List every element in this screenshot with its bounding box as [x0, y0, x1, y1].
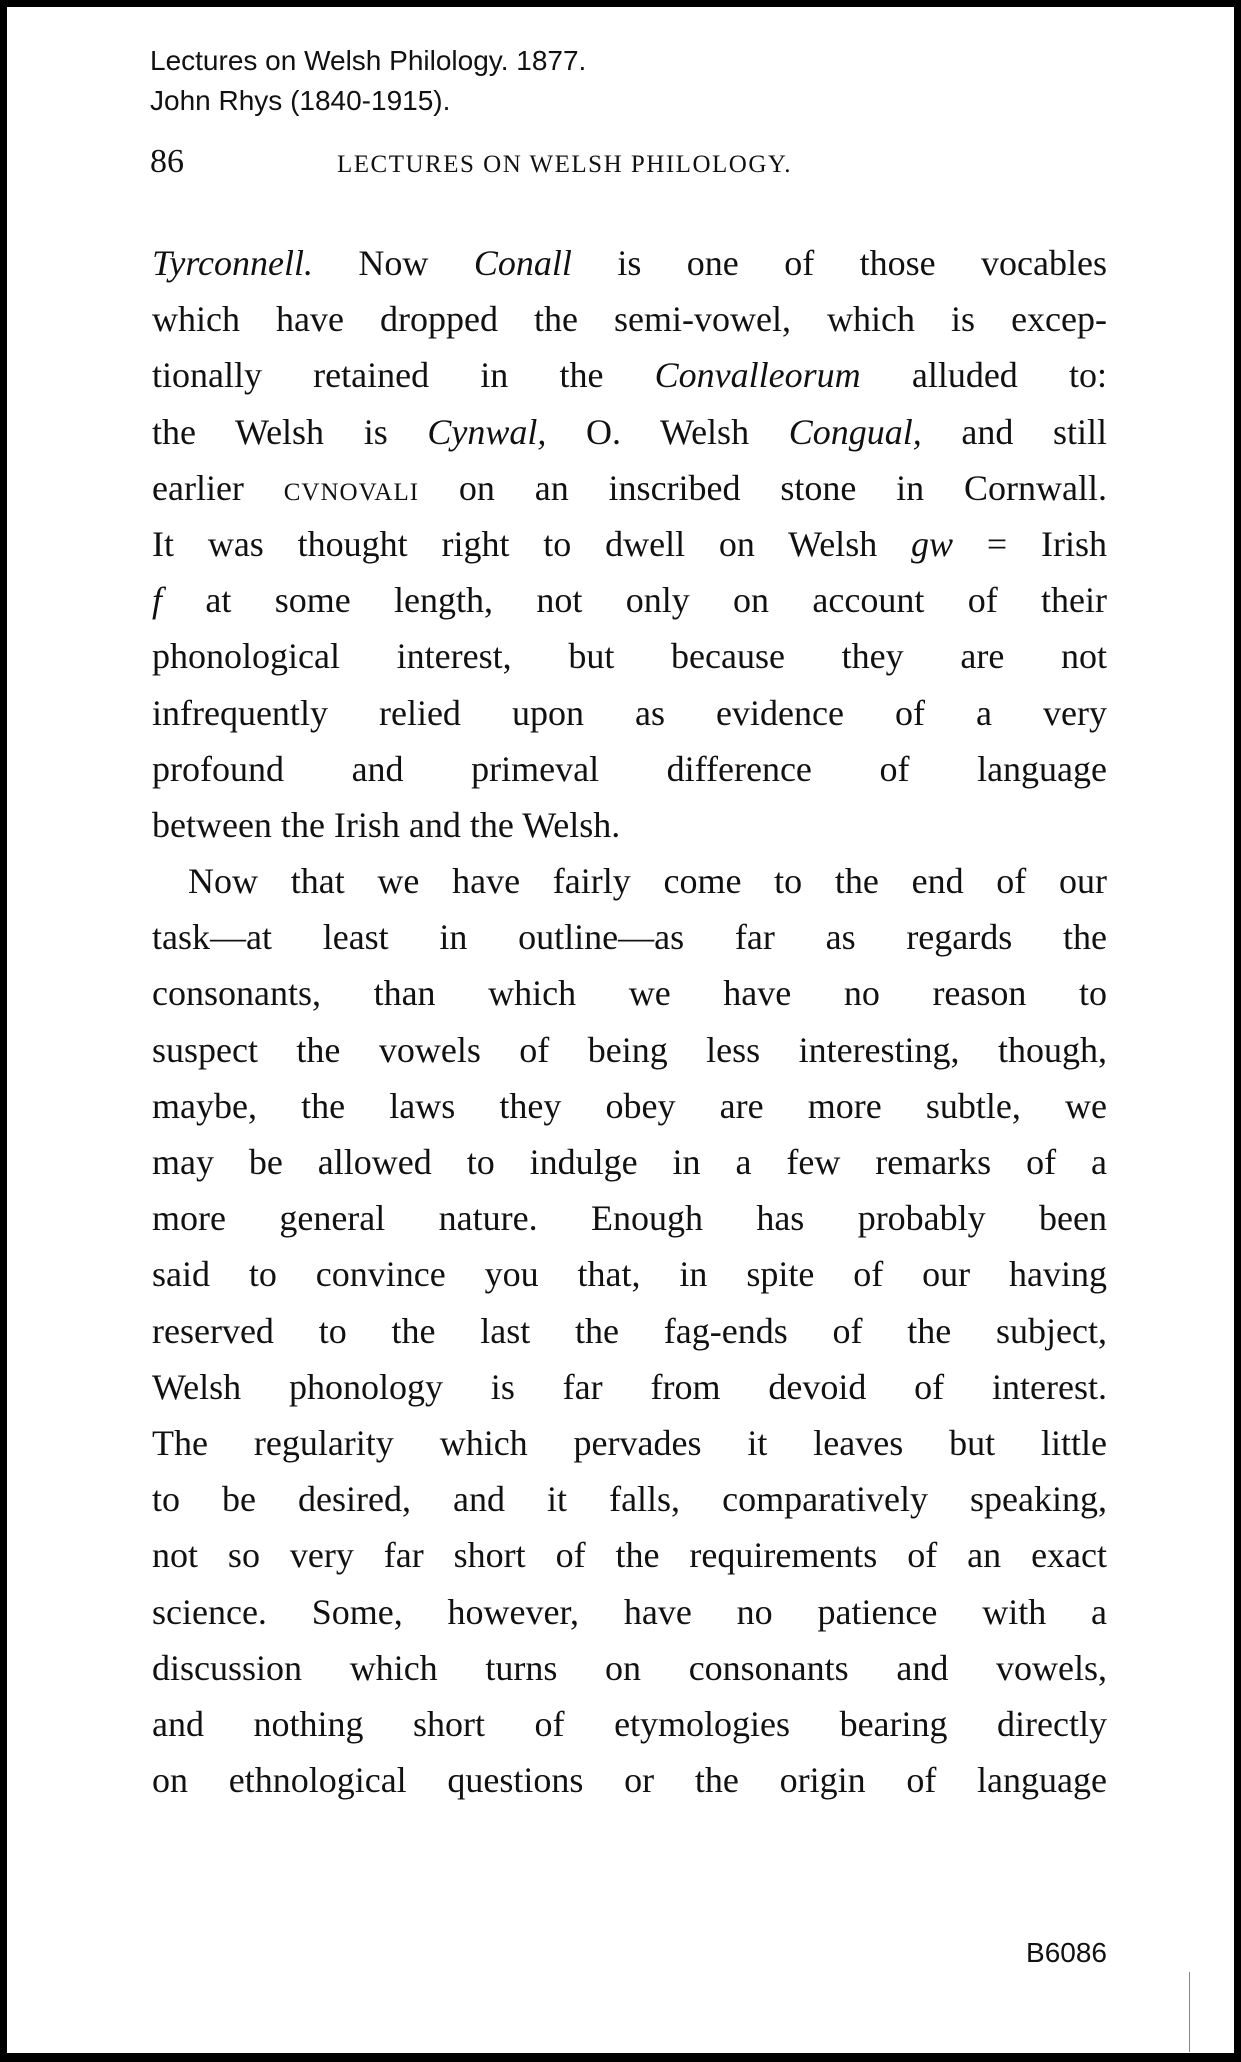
text-line [152, 1303, 1107, 1359]
page-number: 86 [150, 143, 184, 180]
italic-word: Congual, [788, 411, 922, 452]
text-segment: more general nature. Enough has probably been [152, 1198, 1107, 1239]
text-segment: The regularity which pervades it leaves but little [152, 1422, 1107, 1463]
text-line [152, 965, 1107, 1021]
text-segment: task—at least in outline—as far as regards the [152, 917, 1107, 958]
text-segment: alluded to: [860, 355, 1108, 396]
text-segment: tionally retained in the [152, 355, 655, 396]
text-segment: and nothing short of etymologies bearing directly [152, 1703, 1107, 1744]
text-segment: at some length, not only on account of their [162, 580, 1107, 621]
text-line [152, 1022, 1107, 1078]
text-segment: O. Welsh [546, 411, 789, 452]
italic-word: Cynwal, [427, 411, 547, 452]
text-line [152, 1359, 1107, 1415]
text-segment: the Welsh is [152, 411, 428, 452]
italic-word: Convalleorum [654, 355, 861, 396]
text-line [152, 460, 1107, 516]
text-line [152, 1584, 1107, 1640]
text-line [152, 853, 1107, 909]
text-line [152, 516, 1107, 572]
source-author: John Rhys (1840-1915). [150, 85, 451, 116]
text-segment: may be allowed to indulge in a few remarks of a [152, 1142, 1107, 1182]
text-segment: Now that we have fairly come to the end of our [188, 861, 1107, 902]
italic-word: Tyrconnell. [152, 243, 313, 283]
text-line [152, 1752, 1107, 1808]
text-line [152, 741, 1107, 797]
text-line [152, 404, 1107, 460]
text-segment: science. Some, however, have no patience with a [152, 1591, 1107, 1632]
text-segment: Welsh phonology is far from devoid of interest. [152, 1366, 1107, 1407]
text-line [152, 909, 1107, 965]
text-segment: and still [921, 411, 1107, 452]
italic-word: gw [911, 523, 954, 564]
text-segment: said to convince you that, in spite of our having [152, 1254, 1107, 1295]
text-segment: discussion which turns on consonants and vowels, [152, 1647, 1107, 1688]
text-line [152, 235, 1107, 291]
text-segment: to be desired, and it falls, comparatively speaking, [152, 1479, 1107, 1520]
source-title: Lectures on Welsh Philology. 1877. [150, 45, 587, 76]
italic-word: f [152, 580, 163, 621]
text-segment: = Irish [953, 523, 1107, 564]
document-code: B6086 [1026, 1937, 1107, 1968]
text-segment: maybe, the laws they obey are more subtle, we [152, 1085, 1107, 1126]
text-line [152, 797, 1107, 853]
text-segment: earlier [152, 467, 284, 508]
text-segment: on ethnological questions or the origin of language [152, 1760, 1107, 1801]
text-segment: profound and primeval difference of language [152, 748, 1107, 789]
text-segment: suspect the vowels of being less interesting, though, [152, 1029, 1107, 1070]
small-caps-word: cvnovali [283, 467, 420, 508]
text-line [152, 1471, 1107, 1527]
text-segment: reserved to the last the fag-ends of the subject, [152, 1310, 1107, 1351]
text-line [152, 572, 1107, 628]
scan-edge-mark [1189, 1972, 1190, 2052]
text-segment: which have dropped the semi-vowel, which is excep- [152, 299, 1107, 340]
italic-word: Conall [473, 243, 572, 283]
text-segment: on an inscribed stone in Cornwall. [419, 467, 1107, 508]
body-text [152, 235, 1107, 1808]
document-page [7, 7, 1234, 2053]
text-segment: not so very far short of the requirements of an exact [152, 1535, 1107, 1576]
text-line [152, 1190, 1107, 1246]
text-segment: It was thought right to dwell on Welsh [152, 523, 912, 564]
text-line [152, 1246, 1107, 1302]
text-segment: consonants, than which we have no reason to [152, 973, 1107, 1014]
text-segment: between the Irish and the Welsh. [152, 804, 621, 845]
text-segment: Now [312, 243, 474, 283]
text-line [152, 1134, 1107, 1190]
text-line [152, 1415, 1107, 1471]
text-line [152, 1078, 1107, 1134]
text-line [152, 1640, 1107, 1696]
text-segment: infrequently relied upon as evidence of a very [152, 692, 1107, 733]
text-line [152, 1696, 1107, 1752]
running-title: LECTURES ON WELSH PHILOLOGY. [337, 151, 792, 178]
text-line [152, 291, 1107, 347]
text-line [152, 347, 1107, 403]
text-segment: is one of those vocables [571, 243, 1108, 283]
text-segment: phonological interest, but because they are not [152, 636, 1107, 677]
text-line [152, 628, 1107, 684]
text-line [152, 685, 1107, 741]
text-line [152, 1527, 1107, 1583]
